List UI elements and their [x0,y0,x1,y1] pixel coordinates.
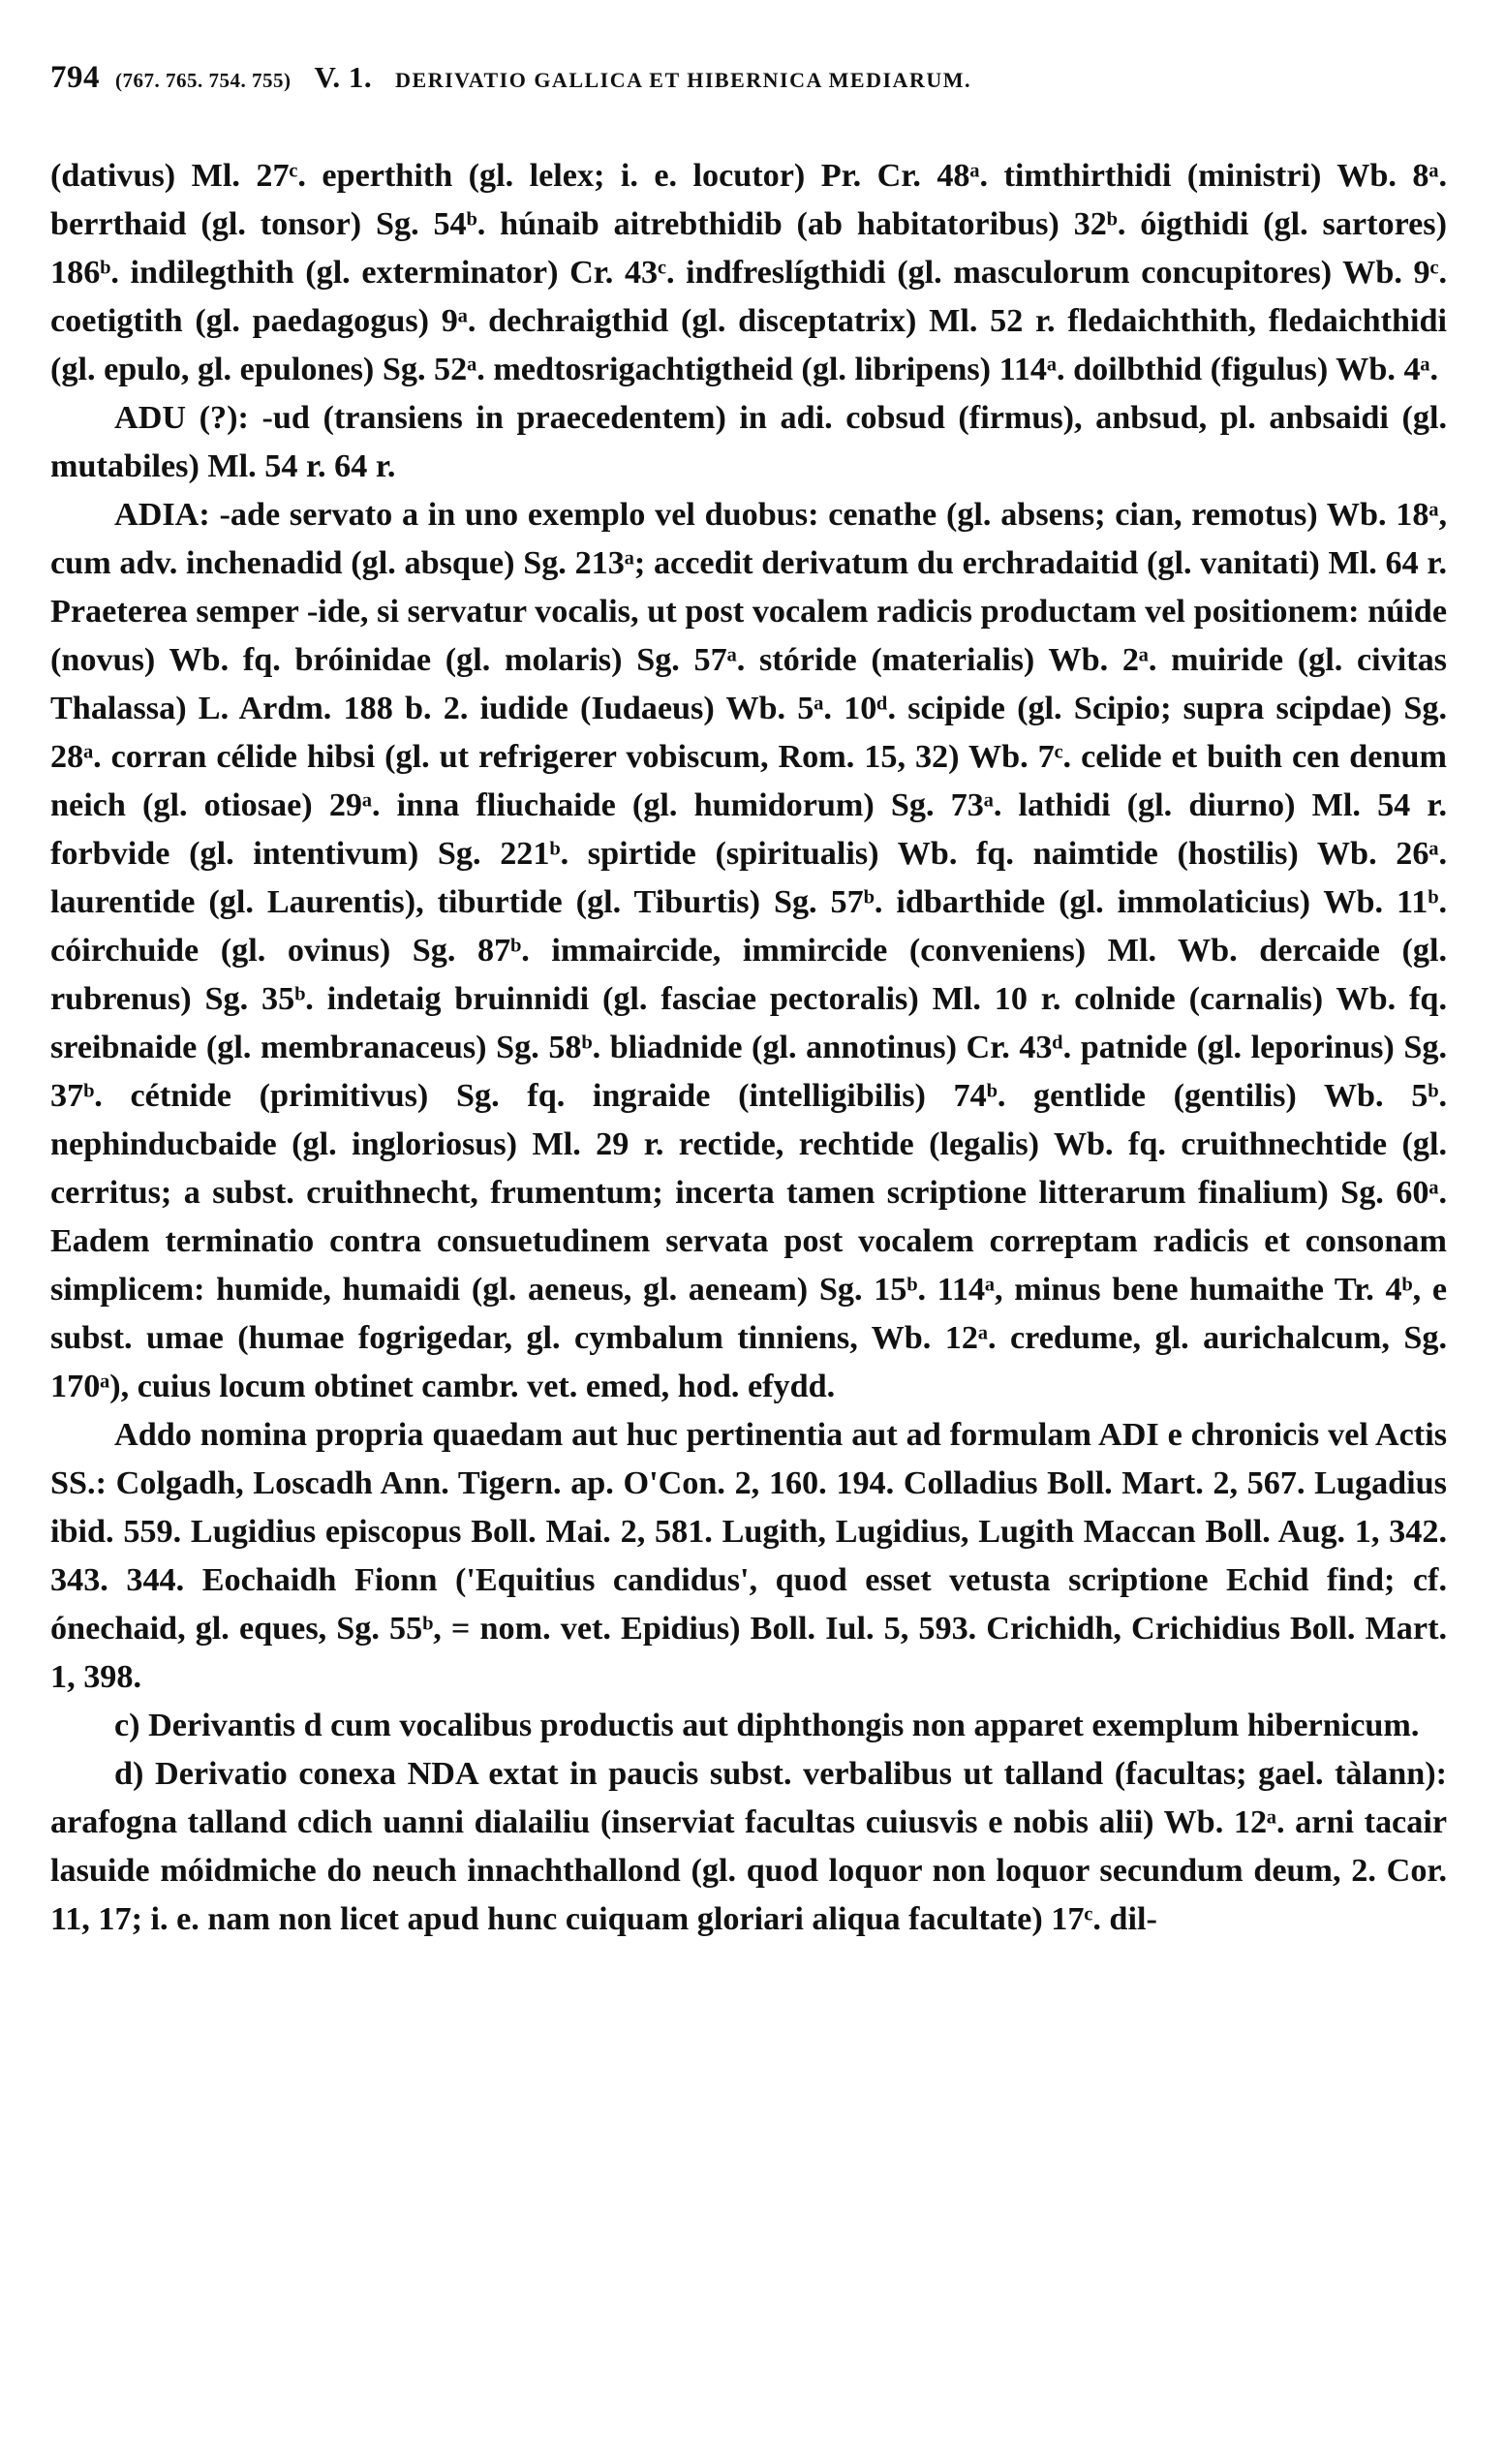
paragraph-section-d: d) Derivatio conexa NDA extat in paucis subst. verbalibus ut talland (facultas; gael. tàlann): arafogna talland cdich uanni dialailiu (inserviat facultas cuiusvis e nobis alii) Wb. 12ᵃ. arni tacair lasuide móidmiche do neuch innachthallond (gl. quod loquor non loquor secundum deum, 2. Cor. 11, 17; i. e. nam non licet apud hunc cuiquam gloriari aliqua facultate) 17ᶜ. dil- [50,1756,1447,1937]
page-number: 794 [50,60,100,95]
paragraph-adu: ADU (?): -ud (transiens in praecedentem) in adi. cobsud (firmus), anbsud, pl. anbsaidi (gl. mutabiles) Ml. 54 r. 64 r. [50,400,1447,484]
volume-label: V. 1. [314,60,373,94]
paragraph-proper-names: Addo nomina propria quaedam aut huc pertinentia aut ad formulam ADI e chronicis vel Actis SS.: Colgadh, Loscadh Ann. Tigern. ap. O'Con. 2, 160. 194. Colladius Boll. Mart. 2, 567. Lugadius ibid. 559. Lugidius episcopus Boll. Mai. 2, 581. Lugith, Lugidius, Lugith Maccan Boll. Aug. 1, 342. 343. 344. Eochaidh Fionn ('Equitius candidus', quod esset vetusta scriptione Echid find; cf. ónechaid, gl. eques, Sg. 55ᵇ, = nom. vet. Epidius) Boll. Iul. 5, 593. Crichidh, Crichidius Boll. Mart. 1, 398. [50,1417,1447,1695]
body-text [50,152,1447,1944]
page-references: (767. 765. 754. 755) [115,69,292,92]
paragraph-derivatives-list: (dativus) Ml. 27ᶜ. eperthith (gl. lelex; i. e. locutor) Pr. Cr. 48ᵃ. timthirthidi (ministri) Wb. 8ᵃ. berrthaid (gl. tonsor) Sg. 54ᵇ. húnaib aitrebthidib (ab habitatoribus) 32ᵇ. óigthidi (gl. sartores) 186ᵇ. indilegthith (gl. exterminator) Cr. 43ᶜ. indfreslígthidi (gl. masculorum concupitores) Wb. 9ᶜ. coetigtith (gl. paedagogus) 9ᵃ. dechraigthid (gl. disceptatrix) Ml. 52 r. fledaichthith, fledaichthidi (gl. epulo, gl. epulones) Sg. 52ᵃ. medtosrigachtigtheid (gl. libripens) 114ᵃ. doilbthid (figulus) Wb. 4ᵃ. [50,158,1447,387]
running-head [50,60,1447,96]
running-title: DERIVATIO GALLICA ET HIBERNICA MEDIARUM. [395,68,971,92]
paragraph-section-c: c) Derivantis d cum vocalibus productis aut diphthongis non apparet exemplum hibernicum. [114,1708,1420,1743]
paragraph-adia: ADIA: -ade servato a in uno exemplo vel duobus: cenathe (gl. absens; cian, remotus) Wb. 18ᵃ, cum adv. inchenadid (gl. absque) Sg. 213ᵃ; accedit derivatum du erchradaitid (gl. vanitati) Ml. 64 r. Praeterea semper -ide, si servatur vocalis, ut post vocalem radicis productam vel positionem: núide (novus) Wb. fq. bróinidae (gl. molaris) Sg. 57ᵃ. stóride (materialis) Wb. 2ᵃ. muiride (gl. civitas Thalassa) L. Ardm. 188 b. 2. iudide (Iudaeus) Wb. 5ᵃ. 10ᵈ. scipide (gl. Scipio; supra scipdae) Sg. 28ᵃ. corran célide hibsi (gl. ut refrigerer vobiscum, Rom. 15, 32) Wb. 7ᶜ. celide et buith cen denum neich (gl. otiosae) 29ᵃ. inna fliuchaide (gl. humidorum) Sg. 73ᵃ. lathidi (gl. diurno) Ml. 54 r. forbvide (gl. intentivum) Sg. 221ᵇ. spirtide (spiritualis) Wb. fq. naimtide (hostilis) Wb. 26ᵃ. laurentide (gl. Laurentis), tiburtide (gl. Tiburtis) Sg. 57ᵇ. idbarthide (gl. immolaticius) Wb. 11ᵇ. cóirchuide (gl. ovinus) Sg. 87ᵇ. immaircide, immircide (conveniens) Ml. Wb. dercaide (gl. rubrenus) Sg. 35ᵇ. indetaig bruinnidi (gl. fasciae pectoralis) Ml. 10 r. colnide (carnalis) Wb. fq. sreibnaide (gl. membranaceus) Sg. 58ᵇ. bliadnide (gl. annotinus) Cr. 43ᵈ. patnide (gl. leporinus) Sg. 37ᵇ. cétnide (primitivus) Sg. fq. ingraide (intelligibilis) 74ᵇ. gentlide (gentilis) Wb. 5ᵇ. nephinducbaide (gl. ingloriosus) Ml. 29 r. rectide, rechtide (legalis) Wb. fq. cruithnechtide (gl. cerritus; a subst. cruithnecht, frumentum; incerta tamen scriptione litterarum finalium) Sg. 60ᵃ. Eadem terminatio contra consuetudinem servata post vocalem correptam radicis et consonam simplicem: humide, humaidi (gl. aeneus, gl. aeneam) Sg. 15ᵇ. 114ᵃ, minus bene humaithe Tr. 4ᵇ, e subst. umae (humae fogrigedar, gl. cymbalum tinniens, Wb. 12ᵃ. credume, gl. aurichalcum, Sg. 170ᵃ), cuius locum obtinet cambr. vet. emed, hod. efydd. [50,497,1447,1404]
